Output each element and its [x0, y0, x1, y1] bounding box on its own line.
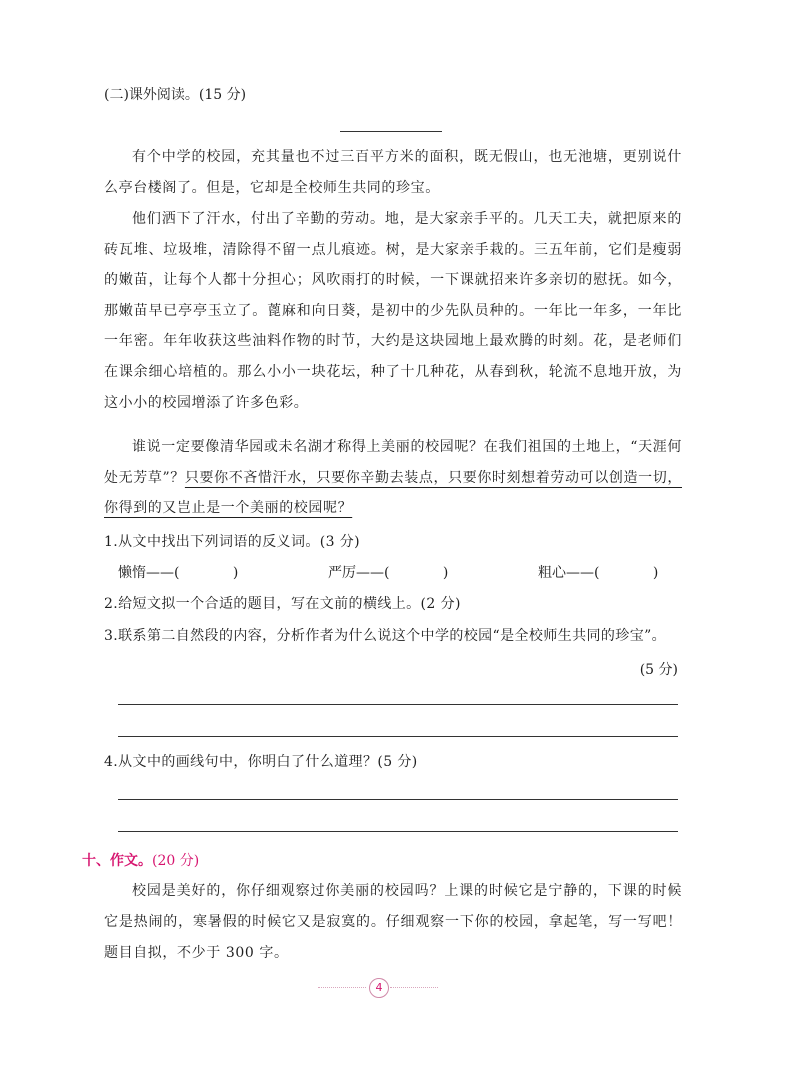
- footer-divider-left: [318, 987, 366, 988]
- composition-heading: [82, 850, 199, 870]
- passage-paragraph-3: [104, 432, 682, 524]
- underlined-sentence: 只要你不吝惜汗水，只要你辛勤去装点，只要你时刻想着劳动可以创造一切，你得到的又岂止是一个美丽的校园呢？: [104, 469, 682, 517]
- reading-section-heading: (二)课外阅读。(15 分): [104, 87, 247, 103]
- page-number: 4: [369, 978, 389, 998]
- question-3: 3.联系第二自然段的内容，分析作者为什么说这个中学的校园“是全校师生共同的珍宝”。: [104, 628, 667, 644]
- question-3-points: (5 分): [639, 662, 678, 678]
- antonym-blank-lazy[interactable]: 懒惰——( ): [118, 565, 239, 581]
- composition-label: 十、作文。: [82, 853, 152, 869]
- title-blank-line[interactable]: [340, 131, 442, 132]
- passage-plain-sentence: 谁说一定要像清华园或未名湖才称得上美丽的校园呢？在我们祖国的土地上，“天涯何处无芳草”？: [104, 439, 682, 486]
- answer-line-q3-1[interactable]: [118, 704, 678, 705]
- passage-paragraph-2: 他们洒下了汗水，付出了辛勤的劳动。地，是大家亲手平的。几天工夫，就把原来的砖瓦堆、垃圾堆，清除得不留一点儿痕迹。树，是大家亲手栽的。三五年前，它们是瘦弱的嫩苗，让每个人都十分担心；风吹雨打的时候，一下课就招来许多亲切的慰抚。如今，那嫩苗早已亭亭玉立了。蓖麻和向日葵，是初中的少先队员种的。一年比一年多，一年比一年密。年年收获这些油料作物的时节，大约是这块园地上最欢腾的时刻。花，是老师们在课余细心培植的。那么小小一块花坛，种了十几种花，从春到秋，轮流不息地开放，为这小小的校园增添了许多色彩。: [104, 211, 682, 411]
- answer-line-q4-1[interactable]: [118, 799, 678, 800]
- passage-paragraph-1: 有个中学的校园，充其量也不过三百平方米的面积，既无假山，也无池塘，更别说什么亭台楼阁了。但是，它却是全校师生共同的珍宝。: [104, 149, 682, 196]
- antonym-answer-row: [118, 563, 678, 583]
- question-2: 2.给短文拟一个合适的题目，写在文前的横线上。(2 分): [104, 596, 461, 612]
- answer-line-q3-2[interactable]: [118, 736, 678, 737]
- question-1: 1.从文中找出下列词语的反义词。(3 分): [104, 534, 361, 550]
- composition-points: (20 分): [152, 853, 200, 869]
- question-4: 4.从文中的画线句中，你明白了什么道理？(5 分): [104, 754, 418, 770]
- antonym-blank-strict[interactable]: 严厉——( ): [328, 565, 449, 581]
- antonym-blank-careless[interactable]: 粗心——( ): [538, 565, 659, 581]
- composition-prompt: 校园是美好的，你仔细观察过你美丽的校园吗？上课的时候它是宁静的，下课的时候它是热闹的，寒暑假的时候它又是寂寞的。仔细观察一下你的校园，拿起笔，写一写吧！题目自拟，不少于 300 字。: [104, 883, 682, 961]
- footer-divider-right: [390, 987, 438, 988]
- answer-line-q4-2[interactable]: [118, 831, 678, 832]
